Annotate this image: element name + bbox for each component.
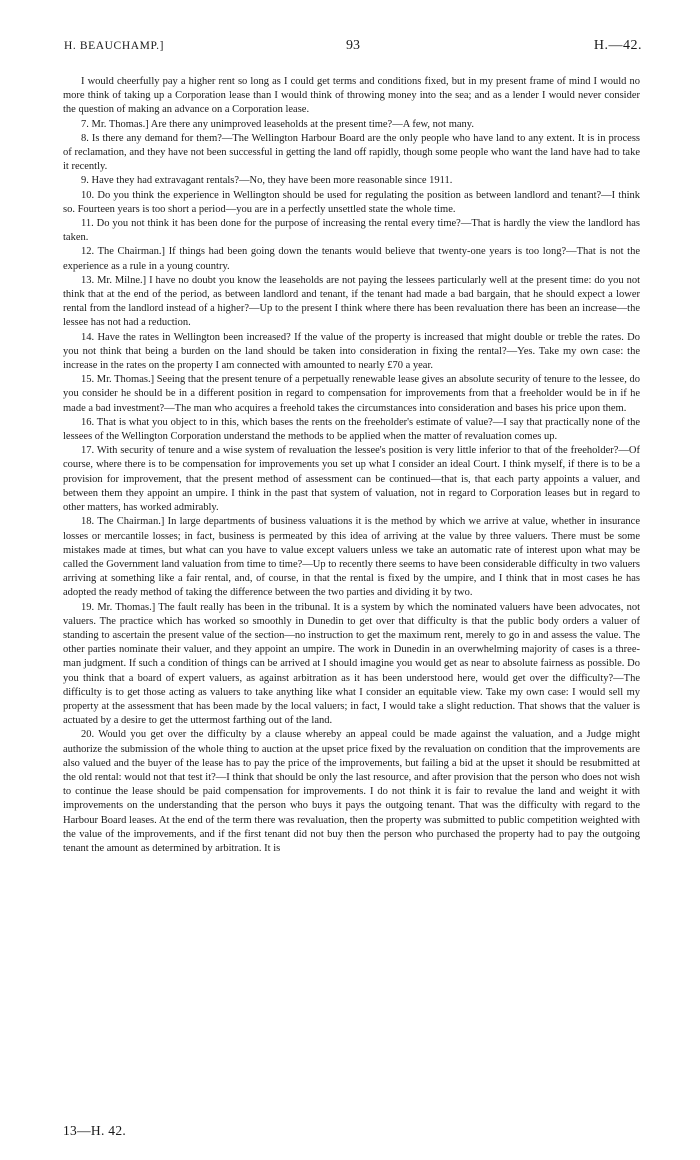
paragraph: 8. Is there any demand for them?—The Wellington Harbour Board are the only people who have land to any extent. It is in process of reclamation, and they have not been successful in getting the land off rapidly, though some people who want the land have had to take it recently. [63,132,640,173]
paragraph: 16. That is what you object to in this, which bases the rents on the freeholder's estimate of value?—I say that practically none of the lessees of the Wellington Corporation understand the methods to be applied when the matter of revaluation comes up. [63,416,640,443]
signature-mark: 13—H. 42. [63,1123,127,1138]
paragraph: 12. The Chairman.] If things had been going down the tenants would believe that twenty-one years is too long?—That is not the experience as a rule in a young country. [63,246,640,272]
paragraph: 13. Mr. Milne.] I have no doubt you know the leaseholds are not paying the lessees particularly well at the present time: do you not think that at the end of the period, as between landlord and tenant, if the tenant had made a bad bargain, that he should expect a lower rental from the landlord instead of a higher?—Up to the present I think where there has been revaluation there has been an increase—the lessee has not had a reduction. [63,274,640,329]
paragraph: 7. Mr. Thomas.] Are there any unimproved leaseholds at the present time?—A few, not many. [81,118,474,130]
paragraph: 10. Do you think the experience in Wellington should be used for regulating the position as between landlord and tenant?—I think so. Fourteen years is too short a period—you are in a perfectly unsettled state the whole time. [63,189,640,215]
paragraph: 20. Would you get over the difficulty by a clause whereby an appeal could be made against the valuation, and a Judge might authorize the submission of the whole thing to auction at the upset price fixed by the revaluation on condition that the improvements are also valued and the buyer of the lease has to pay the price of the improvements, but failing a bid at the upset it should be resubmitted at the old rental: would not that test it?—I think that should be only the last resource, and after provision that the person who does not wish to continue the lease should be paid compensation for improvements. I do not think it is fair to revalue the land and weight it with improvements on the understanding that the person who buys it pays the outgoing tenant. That was the difficulty with regard to the Harbour Board leases. At the end of the term there was revaluation, then the property was submitted to public competition weighted with the value of the improvements, and if the first tenant did not buy then the person who purchased the property had to pay the outgoing tenant the amount as determined by arbitration. It is [63,729,640,854]
document-reference: H.—42. [593,38,642,53]
paragraph: 11. Do you not think it has been done for the purpose of increasing the rental every time?—That is hardly the view the landlord has taken. [63,218,640,244]
document-body [63,75,640,856]
paragraph: 15. Mr. Thomas.] Seeing that the present tenure of a perpetually renewable lease gives an absolute security of tenure to the lessee, do you consider he should be in a different position in regard to compensation for improvements from that a freeholder would be in if he made a bad investment?—The man who acquires a freehold takes the circumstances into consideration and bases his price upon them. [63,374,640,414]
paragraph: 18. The Chairman.] In large departments of business valuations it is the method by which we arrive at value, whether in insurance losses or mercantile losses; in fact, business is permeated by this idea of arriving at the value by three valuers. There must be some mistakes made at times, but what can you have to value except valuers unless we take an automatic rate of interest upon what may be called the Government land valuation from time to time?—Up to recently there seems to have been considerable difficulty in two valuers arriving at something like a fair rental, and, of course, in that the rental is fixed by the umpire, and I think that in most cases he has adopted the ready method of taking the difference between the two parties and dividing it by two. [63,516,640,599]
header-witness-name: H. BEAUCHAMP.] [64,40,165,52]
paragraph: I would cheerfully pay a higher rent so long as I could get terms and conditions fixed, but in my present frame of mind I would no more think of taking up a Corporation lease than I would think of throwing money into the sea; and as a lender I would never consider the question of making an advance on a Corporation lease. [63,76,640,116]
paragraph: 9. Have they had extravagant rentals?—No, they have been more reasonable since 1911. [81,175,453,187]
paragraph: 19. Mr. Thomas.] The fault really has been in the tribunal. It is a system by which the nominated valuers have been advocates, not valuers. The practice which has worked so smoothly in Dunedin to get over that difficulty is that the public body orders a valuer of standing to ascertain the present value of the section—no instruction to get the maximum rent, merely to go in and assess the value. The other parties nominate their valuer, and they appoint an umpire. The work in Dunedin in an overwhelming majority of cases is a three-man judgment. If such a condition of things can be arrived at I should imagine you would get as near to absolute fairness as possible. Do you think that a board of expert valuers, as against arbitration as it has been understood here, would get over the difficulty?—The difficulty is to get those acting as valuers to take anything like what I consider an equitable view. Take my own case: I would sell my property at the assessment that has been made by the local valuers; in fact, I would take a slight reduction. That shows that the valuer is actuated by a desire to get the uttermost farthing out of the land. [63,601,640,727]
paragraph: 17. With security of tenure and a wise system of revaluation the lessee's position is very little inferior to that of the freeholder?—Of course, where there is to be compensation for improvements you set up what I consider an ideal Court. I think myself, if there is to be a provision for improvement, that the present method of assessment can be continued—that is, that each party appoints a valuer, and between them they appoint an umpire. I think in the past that system of valuation, not in regard to Corporation leases but in regard to other matters, has worked admirably. [63,445,640,514]
page-header [64,40,642,58]
page-number: 93 [346,38,360,53]
paragraph: 14. Have the rates in Wellington been increased? If the value of the property is increased that might double or treble the rates. Do you not think that being a burden on the land should be taken into consideration in fixing the rental?—Yes. Take my own case: the increase in the rates on the property I am connected with amounted to nearly £70 a year. [63,331,640,372]
